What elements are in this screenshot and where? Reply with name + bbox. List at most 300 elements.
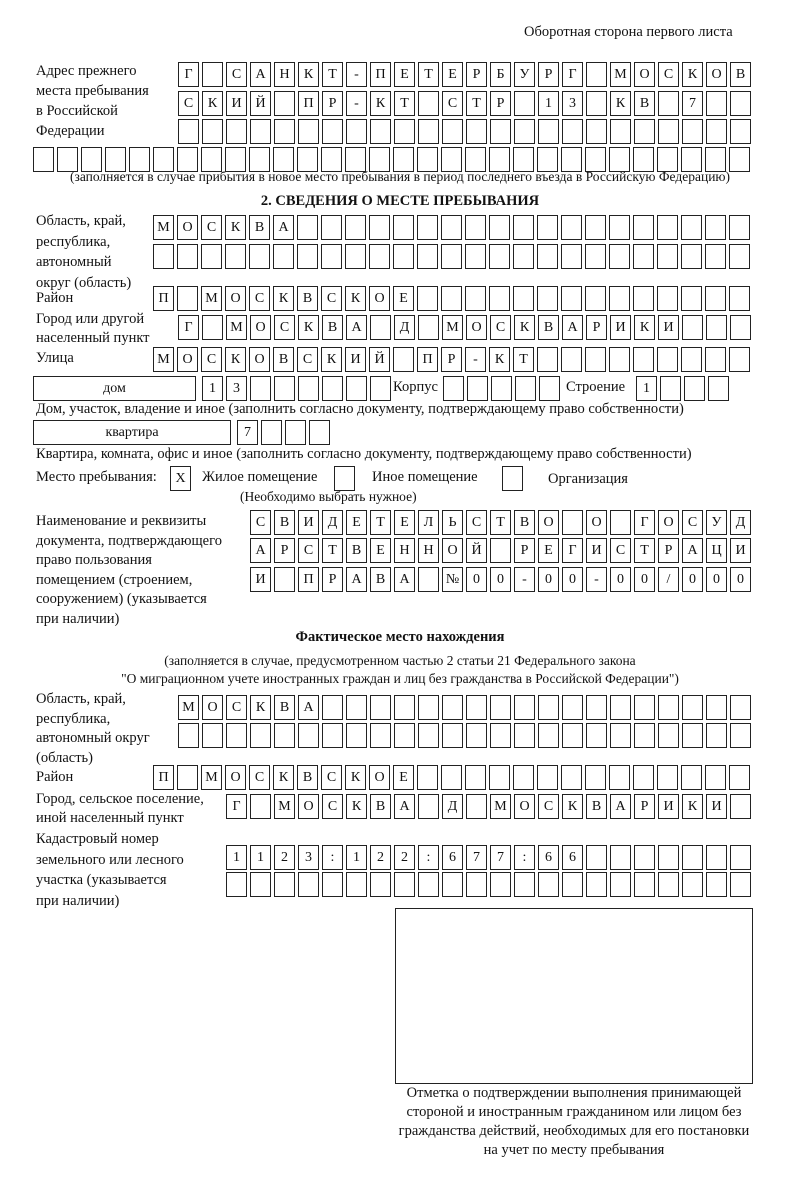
- char-cell[interactable]: [369, 215, 390, 240]
- char-cell[interactable]: [586, 872, 607, 897]
- char-cell[interactable]: [298, 723, 319, 748]
- char-cell[interactable]: [369, 244, 390, 269]
- char-cell[interactable]: [513, 215, 534, 240]
- char-cell[interactable]: Т: [418, 62, 439, 87]
- char-cell[interactable]: -: [346, 91, 367, 116]
- char-cell[interactable]: К: [298, 315, 319, 340]
- char-cell[interactable]: 0: [730, 567, 751, 592]
- char-cell[interactable]: 0: [538, 567, 559, 592]
- char-cell[interactable]: 1: [538, 91, 559, 116]
- char-cell[interactable]: [322, 723, 343, 748]
- char-cell[interactable]: М: [201, 286, 222, 311]
- char-cell[interactable]: 2: [394, 845, 415, 870]
- char-cell[interactable]: [706, 119, 727, 144]
- char-cell[interactable]: [586, 723, 607, 748]
- char-cell[interactable]: С: [249, 765, 270, 790]
- char-cell[interactable]: И: [345, 347, 366, 372]
- char-cell[interactable]: 7: [490, 845, 511, 870]
- char-cell[interactable]: [370, 119, 391, 144]
- char-cell[interactable]: Д: [442, 794, 463, 819]
- char-cell[interactable]: А: [394, 567, 415, 592]
- char-cell[interactable]: А: [250, 62, 271, 87]
- char-cell[interactable]: О: [250, 315, 271, 340]
- char-cell[interactable]: Е: [394, 510, 415, 535]
- char-cell[interactable]: [610, 510, 631, 535]
- char-cell[interactable]: С: [538, 794, 559, 819]
- char-cell[interactable]: [298, 119, 319, 144]
- char-cell[interactable]: [537, 244, 558, 269]
- char-cell[interactable]: [129, 147, 150, 172]
- char-cell[interactable]: [705, 147, 726, 172]
- char-cell[interactable]: [561, 215, 582, 240]
- char-cell[interactable]: [657, 347, 678, 372]
- char-cell[interactable]: Р: [466, 62, 487, 87]
- char-cell[interactable]: Е: [538, 538, 559, 563]
- char-cell[interactable]: С: [658, 62, 679, 87]
- char-cell[interactable]: 6: [562, 845, 583, 870]
- char-cell[interactable]: Т: [490, 510, 511, 535]
- char-cell[interactable]: [394, 872, 415, 897]
- char-cell[interactable]: [585, 244, 606, 269]
- char-cell[interactable]: [81, 147, 102, 172]
- char-cell[interactable]: О: [369, 765, 390, 790]
- char-cell[interactable]: [634, 845, 655, 870]
- char-cell[interactable]: [465, 215, 486, 240]
- char-cell[interactable]: К: [346, 794, 367, 819]
- char-cell[interactable]: Р: [322, 567, 343, 592]
- char-cell[interactable]: В: [273, 347, 294, 372]
- char-cell[interactable]: О: [298, 794, 319, 819]
- char-cell[interactable]: [322, 695, 343, 720]
- char-cell[interactable]: [658, 119, 679, 144]
- char-cell[interactable]: Г: [226, 794, 247, 819]
- char-cell[interactable]: [201, 244, 222, 269]
- char-cell[interactable]: Р: [322, 91, 343, 116]
- char-cell[interactable]: С: [297, 347, 318, 372]
- char-cell[interactable]: Т: [513, 347, 534, 372]
- char-cell[interactable]: [393, 347, 414, 372]
- char-cell[interactable]: [730, 723, 751, 748]
- char-cell[interactable]: [466, 695, 487, 720]
- char-cell[interactable]: 7: [466, 845, 487, 870]
- char-cell[interactable]: [729, 147, 750, 172]
- char-cell[interactable]: /: [658, 567, 679, 592]
- char-cell[interactable]: [441, 147, 462, 172]
- char-cell[interactable]: [682, 119, 703, 144]
- char-cell[interactable]: [250, 376, 271, 401]
- char-cell[interactable]: [634, 872, 655, 897]
- char-cell[interactable]: [682, 845, 703, 870]
- char-cell[interactable]: [586, 91, 607, 116]
- char-cell[interactable]: К: [321, 347, 342, 372]
- char-cell[interactable]: К: [345, 765, 366, 790]
- char-cell[interactable]: Е: [370, 538, 391, 563]
- char-cell[interactable]: [729, 347, 750, 372]
- char-cell[interactable]: [202, 315, 223, 340]
- char-cell[interactable]: [465, 244, 486, 269]
- char-cell[interactable]: [177, 286, 198, 311]
- char-cell[interactable]: [537, 147, 558, 172]
- char-cell[interactable]: [418, 794, 439, 819]
- char-cell[interactable]: [370, 695, 391, 720]
- char-cell[interactable]: Е: [442, 62, 463, 87]
- char-cell[interactable]: О: [249, 347, 270, 372]
- char-cell[interactable]: [285, 420, 306, 445]
- char-cell[interactable]: [657, 244, 678, 269]
- char-cell[interactable]: А: [346, 567, 367, 592]
- char-cell[interactable]: Г: [562, 62, 583, 87]
- char-cell[interactable]: [418, 723, 439, 748]
- char-cell[interactable]: [706, 91, 727, 116]
- char-cell[interactable]: [297, 244, 318, 269]
- char-cell[interactable]: И: [610, 315, 631, 340]
- char-cell[interactable]: Н: [274, 62, 295, 87]
- char-cell[interactable]: [466, 872, 487, 897]
- char-cell[interactable]: 2: [274, 845, 295, 870]
- char-cell[interactable]: [346, 723, 367, 748]
- char-cell[interactable]: К: [514, 315, 535, 340]
- char-cell[interactable]: [274, 723, 295, 748]
- char-cell[interactable]: У: [514, 62, 535, 87]
- char-cell[interactable]: [465, 765, 486, 790]
- char-cell[interactable]: [682, 315, 703, 340]
- char-cell[interactable]: [513, 765, 534, 790]
- char-cell[interactable]: [633, 147, 654, 172]
- char-cell[interactable]: [658, 723, 679, 748]
- char-cell[interactable]: [443, 376, 464, 401]
- char-cell[interactable]: К: [250, 695, 271, 720]
- char-cell[interactable]: [441, 215, 462, 240]
- char-cell[interactable]: [633, 244, 654, 269]
- char-cell[interactable]: [633, 215, 654, 240]
- char-cell[interactable]: [489, 765, 510, 790]
- char-cell[interactable]: О: [202, 695, 223, 720]
- char-cell[interactable]: [466, 119, 487, 144]
- char-cell[interactable]: [322, 119, 343, 144]
- char-cell[interactable]: [490, 695, 511, 720]
- char-cell[interactable]: [633, 286, 654, 311]
- char-cell[interactable]: [418, 91, 439, 116]
- char-cell[interactable]: [202, 62, 223, 87]
- char-cell[interactable]: В: [370, 567, 391, 592]
- char-cell[interactable]: [465, 286, 486, 311]
- char-cell[interactable]: О: [177, 215, 198, 240]
- char-cell[interactable]: С: [321, 765, 342, 790]
- char-cell[interactable]: [561, 147, 582, 172]
- char-cell[interactable]: А: [610, 794, 631, 819]
- char-cell[interactable]: [153, 147, 174, 172]
- char-cell[interactable]: [537, 765, 558, 790]
- char-cell[interactable]: Ц: [706, 538, 727, 563]
- char-cell[interactable]: [466, 794, 487, 819]
- char-cell[interactable]: [369, 147, 390, 172]
- char-cell[interactable]: [309, 420, 330, 445]
- char-cell[interactable]: К: [489, 347, 510, 372]
- char-cell[interactable]: [514, 872, 535, 897]
- char-cell[interactable]: У: [706, 510, 727, 535]
- char-cell[interactable]: И: [658, 315, 679, 340]
- char-cell[interactable]: К: [610, 91, 631, 116]
- char-cell[interactable]: [586, 62, 607, 87]
- char-cell[interactable]: О: [225, 286, 246, 311]
- char-cell[interactable]: [729, 215, 750, 240]
- char-cell[interactable]: Ь: [442, 510, 463, 535]
- char-cell[interactable]: С: [201, 215, 222, 240]
- char-cell[interactable]: [706, 695, 727, 720]
- char-cell[interactable]: О: [658, 510, 679, 535]
- char-cell[interactable]: [417, 244, 438, 269]
- char-cell[interactable]: [442, 119, 463, 144]
- char-cell[interactable]: [585, 347, 606, 372]
- char-cell[interactable]: [346, 376, 367, 401]
- char-cell[interactable]: К: [298, 62, 319, 87]
- char-cell[interactable]: Г: [634, 510, 655, 535]
- char-cell[interactable]: Й: [369, 347, 390, 372]
- char-cell[interactable]: С: [274, 315, 295, 340]
- char-cell[interactable]: С: [682, 510, 703, 535]
- char-cell[interactable]: [610, 872, 631, 897]
- char-cell[interactable]: [417, 765, 438, 790]
- char-cell[interactable]: М: [153, 347, 174, 372]
- char-cell[interactable]: [177, 765, 198, 790]
- char-cell[interactable]: [657, 286, 678, 311]
- char-cell[interactable]: [226, 723, 247, 748]
- char-cell[interactable]: [346, 872, 367, 897]
- char-cell[interactable]: 0: [706, 567, 727, 592]
- char-cell[interactable]: А: [394, 794, 415, 819]
- char-cell[interactable]: С: [442, 91, 463, 116]
- char-cell[interactable]: [610, 695, 631, 720]
- char-cell[interactable]: Д: [730, 510, 751, 535]
- char-cell[interactable]: [105, 147, 126, 172]
- char-cell[interactable]: [346, 695, 367, 720]
- char-cell[interactable]: [706, 723, 727, 748]
- char-cell[interactable]: [513, 147, 534, 172]
- char-cell[interactable]: [345, 215, 366, 240]
- char-cell[interactable]: :: [418, 845, 439, 870]
- char-cell[interactable]: П: [153, 765, 174, 790]
- char-cell[interactable]: Р: [634, 794, 655, 819]
- char-cell[interactable]: [370, 872, 391, 897]
- char-cell[interactable]: [417, 215, 438, 240]
- char-cell[interactable]: С: [610, 538, 631, 563]
- char-cell[interactable]: [658, 695, 679, 720]
- char-cell[interactable]: [730, 119, 751, 144]
- char-cell[interactable]: [177, 147, 198, 172]
- char-cell[interactable]: [249, 147, 270, 172]
- char-cell[interactable]: М: [610, 62, 631, 87]
- char-cell[interactable]: Р: [514, 538, 535, 563]
- char-cell[interactable]: Е: [394, 62, 415, 87]
- char-cell[interactable]: 3: [298, 845, 319, 870]
- char-cell[interactable]: [682, 695, 703, 720]
- char-cell[interactable]: [537, 215, 558, 240]
- char-cell[interactable]: [610, 723, 631, 748]
- char-cell[interactable]: А: [298, 695, 319, 720]
- char-cell[interactable]: К: [225, 215, 246, 240]
- char-cell[interactable]: [730, 91, 751, 116]
- char-cell[interactable]: П: [370, 62, 391, 87]
- char-cell[interactable]: Р: [441, 347, 462, 372]
- char-cell[interactable]: [609, 244, 630, 269]
- char-cell[interactable]: М: [178, 695, 199, 720]
- char-cell[interactable]: [393, 147, 414, 172]
- char-cell[interactable]: :: [514, 845, 535, 870]
- char-cell[interactable]: [345, 147, 366, 172]
- char-cell[interactable]: [226, 872, 247, 897]
- char-cell[interactable]: А: [562, 315, 583, 340]
- char-cell[interactable]: [273, 244, 294, 269]
- char-cell[interactable]: О: [369, 286, 390, 311]
- char-cell[interactable]: В: [586, 794, 607, 819]
- char-cell[interactable]: П: [417, 347, 438, 372]
- stay-checkbox-residential[interactable]: Х: [170, 466, 191, 491]
- char-cell[interactable]: Т: [322, 62, 343, 87]
- char-cell[interactable]: [730, 695, 751, 720]
- char-cell[interactable]: [708, 376, 729, 401]
- char-cell[interactable]: 3: [226, 376, 247, 401]
- char-cell[interactable]: О: [514, 794, 535, 819]
- char-cell[interactable]: Р: [538, 62, 559, 87]
- char-cell[interactable]: [394, 119, 415, 144]
- char-cell[interactable]: [609, 215, 630, 240]
- char-cell[interactable]: [561, 347, 582, 372]
- char-cell[interactable]: И: [298, 510, 319, 535]
- char-cell[interactable]: [681, 286, 702, 311]
- char-cell[interactable]: [610, 845, 631, 870]
- char-cell[interactable]: К: [682, 62, 703, 87]
- char-cell[interactable]: [513, 286, 534, 311]
- char-cell[interactable]: [562, 872, 583, 897]
- char-cell[interactable]: [490, 119, 511, 144]
- char-cell[interactable]: 1: [636, 376, 657, 401]
- char-cell[interactable]: [706, 872, 727, 897]
- char-cell[interactable]: [682, 872, 703, 897]
- char-cell[interactable]: [441, 286, 462, 311]
- char-cell[interactable]: В: [322, 315, 343, 340]
- char-cell[interactable]: [441, 244, 462, 269]
- char-cell[interactable]: О: [225, 765, 246, 790]
- char-cell[interactable]: [658, 91, 679, 116]
- char-cell[interactable]: М: [274, 794, 295, 819]
- char-cell[interactable]: С: [249, 286, 270, 311]
- char-cell[interactable]: М: [490, 794, 511, 819]
- char-cell[interactable]: [298, 872, 319, 897]
- char-cell[interactable]: [730, 845, 751, 870]
- char-cell[interactable]: С: [250, 510, 271, 535]
- char-cell[interactable]: [250, 119, 271, 144]
- char-cell[interactable]: Е: [393, 286, 414, 311]
- char-cell[interactable]: [177, 244, 198, 269]
- char-cell[interactable]: Р: [658, 538, 679, 563]
- char-cell[interactable]: [418, 119, 439, 144]
- char-cell[interactable]: :: [322, 845, 343, 870]
- char-cell[interactable]: И: [730, 538, 751, 563]
- char-cell[interactable]: 7: [237, 420, 258, 445]
- char-cell[interactable]: [297, 147, 318, 172]
- char-cell[interactable]: [202, 119, 223, 144]
- char-cell[interactable]: [562, 510, 583, 535]
- char-cell[interactable]: 0: [466, 567, 487, 592]
- char-cell[interactable]: [706, 845, 727, 870]
- char-cell[interactable]: В: [730, 62, 751, 87]
- char-cell[interactable]: С: [490, 315, 511, 340]
- char-cell[interactable]: [250, 872, 271, 897]
- stay-checkbox-organization[interactable]: [502, 466, 523, 491]
- char-cell[interactable]: Й: [250, 91, 271, 116]
- char-cell[interactable]: [274, 376, 295, 401]
- char-cell[interactable]: [562, 723, 583, 748]
- char-cell[interactable]: Г: [562, 538, 583, 563]
- char-cell[interactable]: [322, 376, 343, 401]
- char-cell[interactable]: [634, 723, 655, 748]
- char-cell[interactable]: В: [370, 794, 391, 819]
- char-cell[interactable]: [418, 872, 439, 897]
- char-cell[interactable]: [684, 376, 705, 401]
- char-cell[interactable]: В: [274, 695, 295, 720]
- char-cell[interactable]: С: [178, 91, 199, 116]
- char-cell[interactable]: [562, 695, 583, 720]
- char-cell[interactable]: О: [634, 62, 655, 87]
- char-cell[interactable]: П: [298, 567, 319, 592]
- char-cell[interactable]: К: [273, 765, 294, 790]
- char-cell[interactable]: [467, 376, 488, 401]
- char-cell[interactable]: [634, 695, 655, 720]
- char-cell[interactable]: [515, 376, 536, 401]
- char-cell[interactable]: Р: [274, 538, 295, 563]
- char-cell[interactable]: [585, 147, 606, 172]
- char-cell[interactable]: И: [706, 794, 727, 819]
- char-cell[interactable]: К: [634, 315, 655, 340]
- char-cell[interactable]: [730, 872, 751, 897]
- char-cell[interactable]: Т: [322, 538, 343, 563]
- char-cell[interactable]: -: [586, 567, 607, 592]
- char-cell[interactable]: [514, 119, 535, 144]
- char-cell[interactable]: И: [658, 794, 679, 819]
- char-cell[interactable]: [465, 147, 486, 172]
- char-cell[interactable]: [537, 286, 558, 311]
- char-cell[interactable]: [178, 119, 199, 144]
- char-cell[interactable]: М: [153, 215, 174, 240]
- char-cell[interactable]: [706, 315, 727, 340]
- char-cell[interactable]: П: [153, 286, 174, 311]
- char-cell[interactable]: 6: [538, 845, 559, 870]
- char-cell[interactable]: -: [346, 62, 367, 87]
- char-cell[interactable]: К: [370, 91, 391, 116]
- char-cell[interactable]: С: [226, 695, 247, 720]
- char-cell[interactable]: [466, 723, 487, 748]
- char-cell[interactable]: [226, 119, 247, 144]
- char-cell[interactable]: В: [514, 510, 535, 535]
- char-cell[interactable]: -: [514, 567, 535, 592]
- char-cell[interactable]: 0: [490, 567, 511, 592]
- char-cell[interactable]: [489, 215, 510, 240]
- char-cell[interactable]: [153, 244, 174, 269]
- char-cell[interactable]: К: [682, 794, 703, 819]
- char-cell[interactable]: К: [345, 286, 366, 311]
- char-cell[interactable]: [489, 286, 510, 311]
- char-cell[interactable]: [585, 215, 606, 240]
- char-cell[interactable]: А: [682, 538, 703, 563]
- char-cell[interactable]: [321, 215, 342, 240]
- char-cell[interactable]: [705, 347, 726, 372]
- char-cell[interactable]: [273, 147, 294, 172]
- char-cell[interactable]: Е: [393, 765, 414, 790]
- char-cell[interactable]: [417, 147, 438, 172]
- char-cell[interactable]: [538, 695, 559, 720]
- char-cell[interactable]: О: [466, 315, 487, 340]
- char-cell[interactable]: С: [201, 347, 222, 372]
